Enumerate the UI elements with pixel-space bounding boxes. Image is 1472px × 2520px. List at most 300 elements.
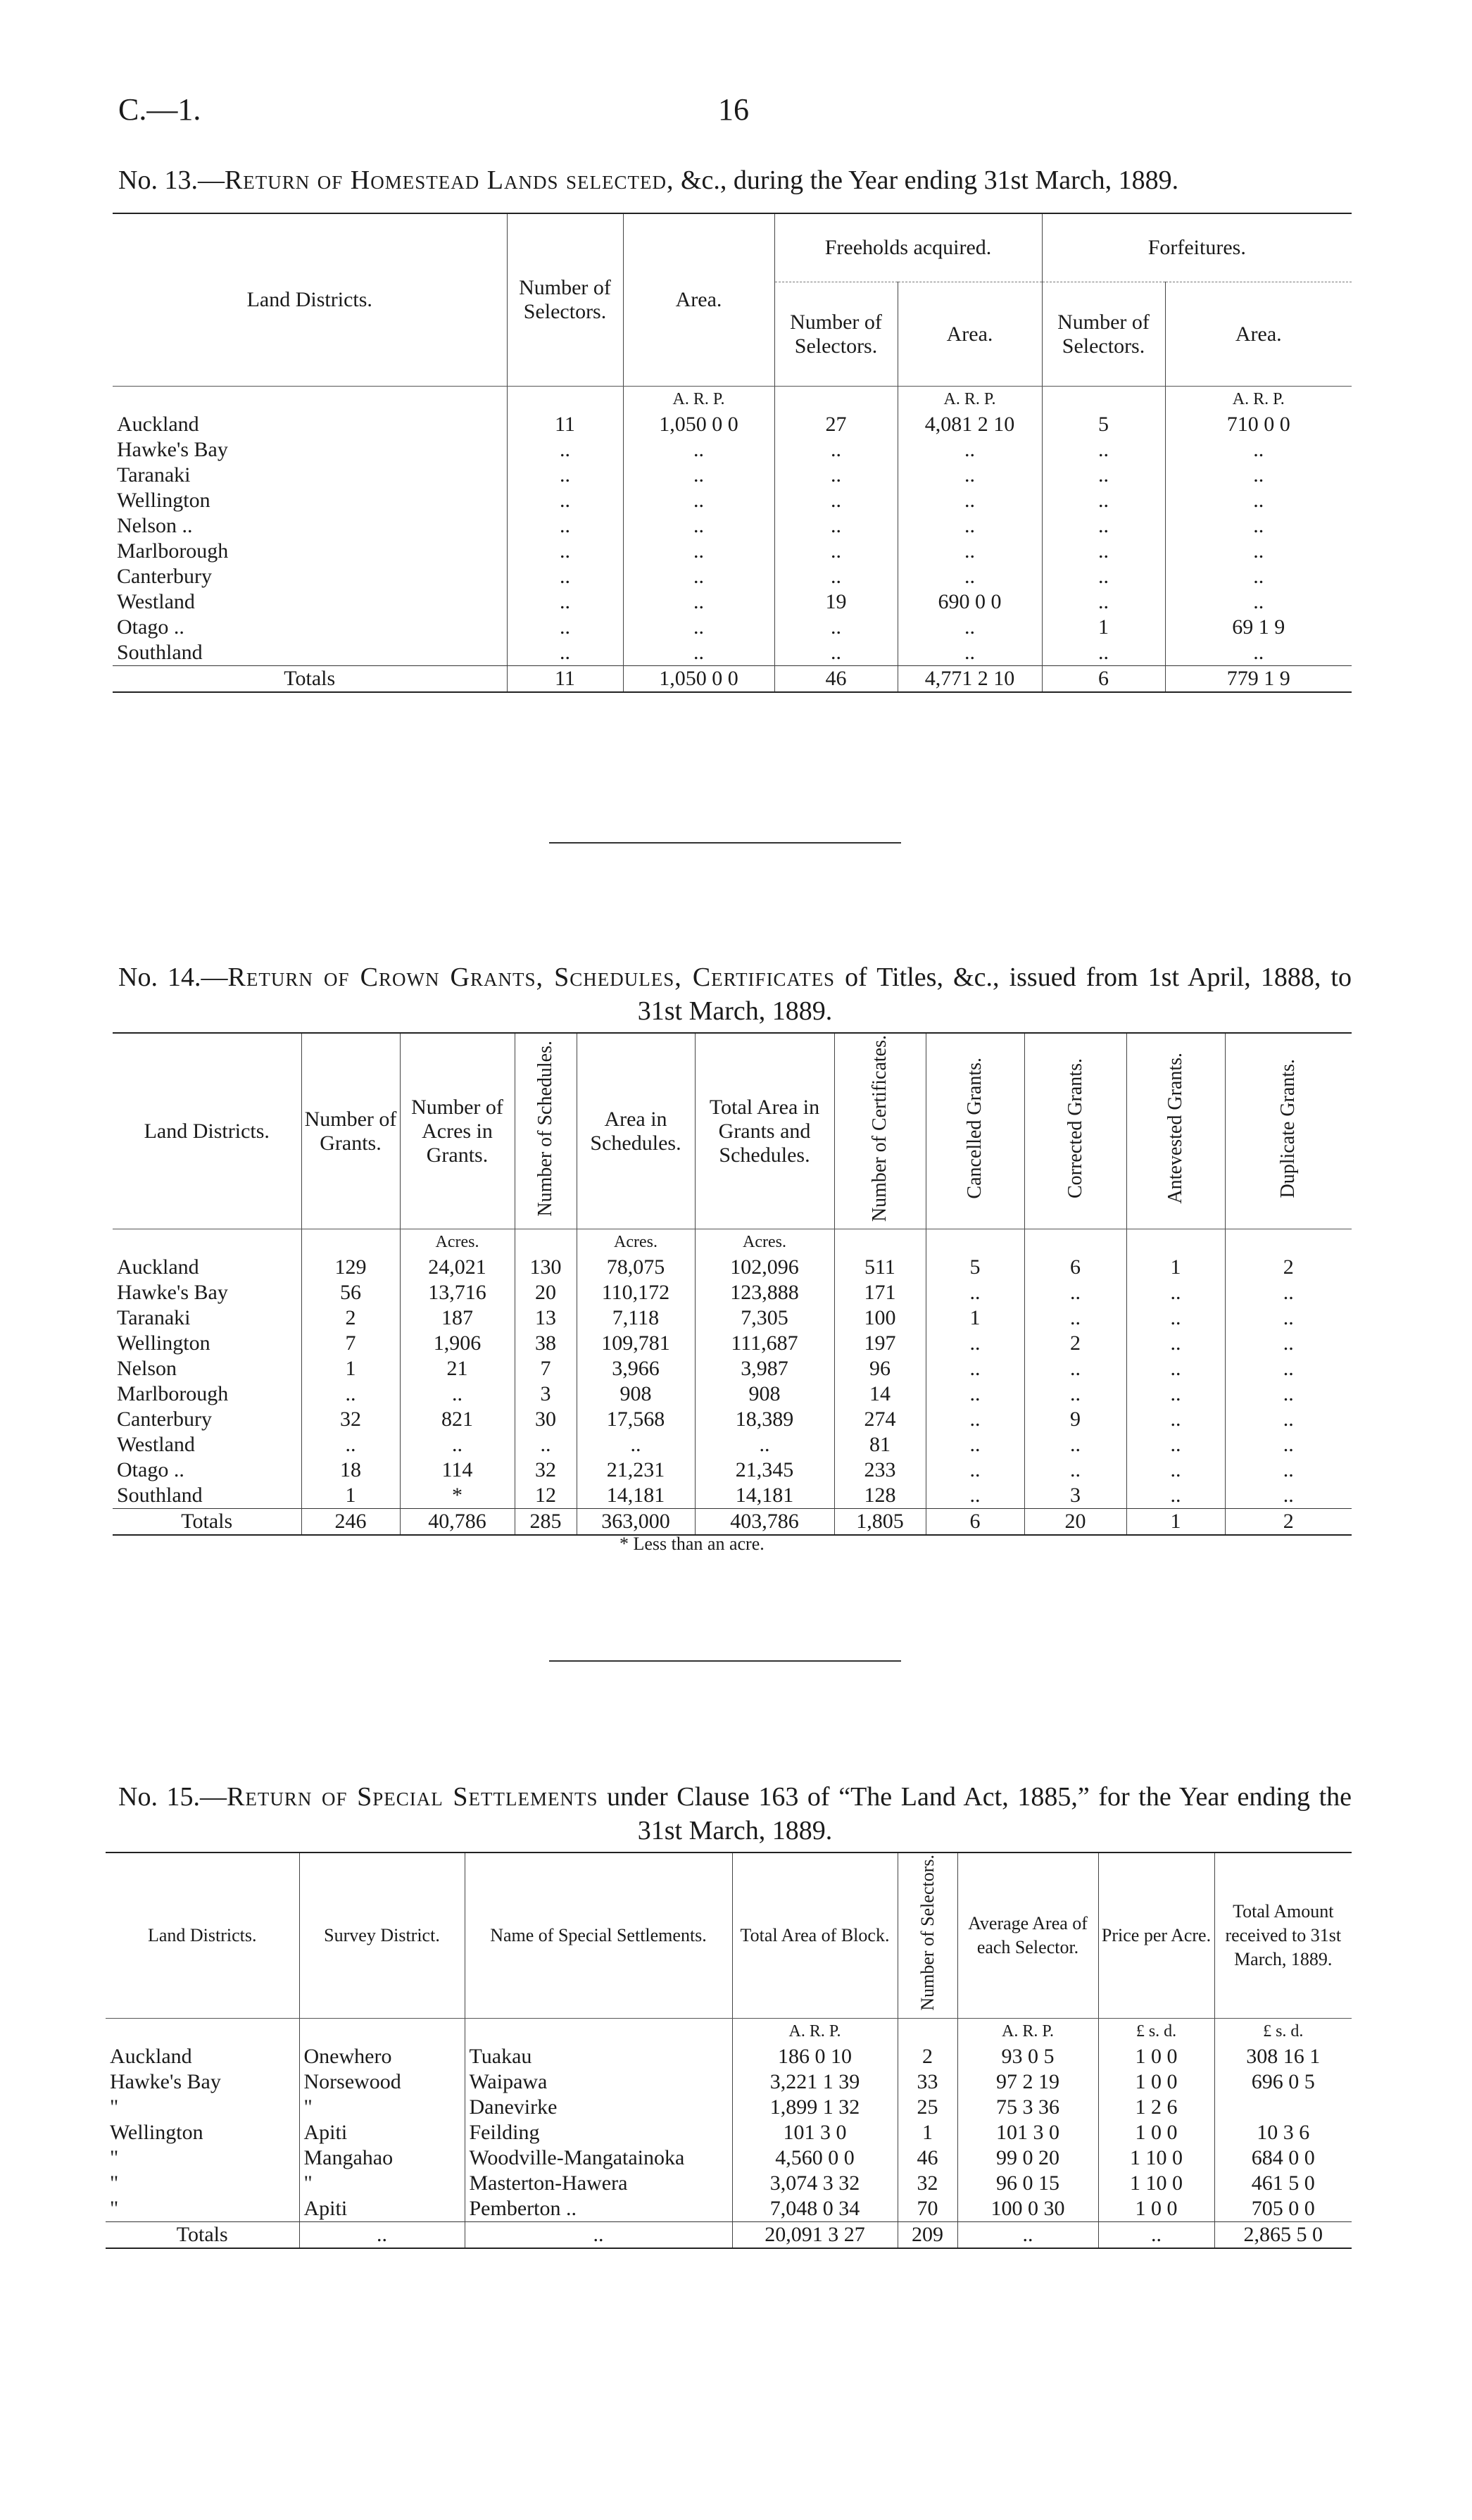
table14-cell: 1	[301, 1356, 400, 1381]
table14-cell: ..	[1225, 1458, 1352, 1483]
table13-cell: ..	[774, 615, 898, 640]
table15-cell: Woodville-Mangatainoka	[465, 2145, 732, 2171]
table14-cell: 78,075	[577, 1255, 695, 1280]
table14-cell: ..	[1024, 1356, 1126, 1381]
table13-cell: ..	[1042, 589, 1165, 615]
table14-cell: 24,021	[400, 1255, 515, 1280]
table14-district-cell-label: Hawke's Bay	[117, 1281, 228, 1305]
table14-title-rest: of Titles, &c., issued from 1st April, 1888, to 31st March, 1889.	[637, 963, 1352, 1026]
table15-district-cell: Hawke's Bay	[110, 2069, 221, 2093]
table-row	[106, 2196, 1352, 2222]
table13-cell: ..	[623, 640, 774, 666]
table13-cell: ..	[1165, 437, 1352, 463]
table14-cell: 7,305	[695, 1305, 834, 1331]
table14-district-cell-label: Wellington	[117, 1331, 210, 1355]
table13-district-cell-label: Marlborough	[117, 539, 229, 563]
table14-cell: ..	[1024, 1381, 1126, 1407]
table15-units-price: £ s. d.	[1098, 2018, 1214, 2044]
table14-head-cancelled: Cancelled Grants.	[964, 1058, 986, 1199]
table13-cell: ..	[1165, 463, 1352, 488]
table14-cell: ..	[1126, 1305, 1225, 1331]
table15-cell: 46	[898, 2145, 957, 2171]
table14-totals-row	[113, 1509, 1352, 1536]
table14-cell: ..	[1225, 1407, 1352, 1432]
table13-head-forfeitures: Forfeitures.	[1042, 213, 1352, 282]
table13-district-cell-label: Canterbury	[117, 565, 212, 588]
table13-district-cell	[113, 615, 507, 640]
table14-cell: 128	[834, 1483, 926, 1509]
table13-totals-row	[113, 666, 1352, 693]
table15-cell: 100 0 30	[957, 2196, 1098, 2222]
table14-district-cell-label: Otago ..	[117, 1458, 184, 1482]
table15-total-cell: ..	[957, 2221, 1098, 2248]
table-row	[113, 1331, 1352, 1356]
table15-title	[118, 1780, 1352, 1848]
table14-total-cell: 1,805	[834, 1509, 926, 1536]
table14-cell: 12	[515, 1483, 577, 1509]
table13-head-forfeitures-number: Number of Selectors.	[1042, 282, 1165, 387]
table13-district-cell-label: Taranaki	[117, 463, 191, 487]
table13-cell: ..	[774, 539, 898, 564]
table13-cell: ..	[623, 488, 774, 513]
table13-cell: ..	[898, 564, 1042, 589]
table15-cell: 1 0 0	[1098, 2196, 1214, 2222]
table15-cell: 1	[898, 2120, 957, 2145]
table-row	[113, 1407, 1352, 1432]
table15-cell: 1 0 0	[1098, 2069, 1214, 2095]
table13-head-selectors: Number of Selectors.	[507, 213, 623, 387]
table14-cell: 171	[834, 1280, 926, 1305]
table14-head-total-area: Total Area in Grants and Schedules.	[695, 1033, 834, 1229]
table-row	[106, 2120, 1352, 2145]
table14-district-cell	[113, 1432, 301, 1458]
table13-cell: ..	[1165, 513, 1352, 539]
table15-cell: 696 0 5	[1214, 2069, 1352, 2095]
table13-district-cell	[113, 463, 507, 488]
table14-head-land-districts: Land Districts.	[113, 1033, 301, 1229]
table13-cell: ..	[774, 437, 898, 463]
table14-district-cell	[113, 1255, 301, 1280]
table13-district-cell-label: Nelson ..	[117, 514, 193, 537]
table15-district-cell: Wellington	[110, 2120, 203, 2144]
table14-total-cell: 6	[926, 1509, 1024, 1536]
table13-cell: ..	[623, 539, 774, 564]
table14-cell: 5	[926, 1255, 1024, 1280]
table15-units-total-amount: £ s. d.	[1214, 2018, 1352, 2044]
table14-units-area-schedules: Acres.	[577, 1229, 695, 1255]
table13-cell: ..	[1042, 539, 1165, 564]
table13-cell: ..	[898, 640, 1042, 666]
table-row	[113, 1305, 1352, 1331]
table13-district-cell-label: Westland	[117, 590, 195, 613]
table14-district-cell	[113, 1458, 301, 1483]
table15-district-cell: "	[110, 2196, 119, 2220]
table13-cell: 69 1 9	[1165, 615, 1352, 640]
table15-cell: "	[299, 2171, 465, 2196]
section-divider-1	[549, 842, 901, 844]
table15-total-cell: 20,091 3 27	[732, 2221, 898, 2248]
table14-district-cell-label: Canterbury	[117, 1408, 212, 1431]
table14-cell: 3	[1024, 1483, 1126, 1509]
table14-cell: 100	[834, 1305, 926, 1331]
table15-cell: 705 0 0	[1214, 2196, 1352, 2222]
table13-cell: ..	[1042, 513, 1165, 539]
table14-head-grants: Number of Grants.	[301, 1033, 400, 1229]
table14-head-duplicate: Duplicate Grants.	[1277, 1058, 1300, 1198]
table-row	[113, 1432, 1352, 1458]
table13-head-land-districts: Land Districts.	[113, 213, 507, 387]
table15-cell: 461 5 0	[1214, 2171, 1352, 2196]
table15-district-cell: Auckland	[110, 2044, 192, 2068]
table15-cell: 93 0 5	[957, 2044, 1098, 2069]
table14-cell: ..	[1126, 1458, 1225, 1483]
table15-cell: Danevirke	[465, 2095, 732, 2120]
table13-cell: 710 0 0	[1165, 412, 1352, 437]
table15-cell: 1 10 0	[1098, 2171, 1214, 2196]
table13-title-number: No. 13.—	[118, 165, 225, 195]
table14-title-number: No. 14.—	[118, 963, 228, 992]
table14-total-cell: 20	[1024, 1509, 1126, 1536]
table13-cell: ..	[507, 437, 623, 463]
table13-head-freeholds: Freeholds acquired.	[774, 213, 1042, 282]
table14-cell: ..	[926, 1331, 1024, 1356]
table14-cell: ..	[1225, 1381, 1352, 1407]
table-row	[106, 2171, 1352, 2196]
table14-district-cell-label: Southland	[117, 1484, 203, 1507]
table14-cell: ..	[1126, 1356, 1225, 1381]
table14-cell: 13	[515, 1305, 577, 1331]
table14-cell: ..	[926, 1432, 1024, 1458]
table14-cell: ..	[577, 1432, 695, 1458]
table13-title-rest: &c., during the Year ending 31st March, 1889.	[674, 165, 1179, 195]
table14-cell: 6	[1024, 1255, 1126, 1280]
table15-cell: 99 0 20	[957, 2145, 1098, 2171]
table14-head-antevested: Antevested Grants.	[1164, 1053, 1186, 1204]
table13-head-forfeitures-area: Area.	[1165, 282, 1352, 387]
table13-district-cell-label: Hawke's Bay	[117, 438, 228, 461]
table15-totals-row	[106, 2221, 1352, 2248]
table13-cell: ..	[1165, 640, 1352, 666]
table14-district-cell	[113, 1407, 301, 1432]
table14-cell: 7	[301, 1331, 400, 1356]
table15-cell: 1 2 6	[1098, 2095, 1214, 2120]
table14-district-cell-label: Marlborough	[117, 1382, 229, 1406]
table14-district-cell-label: Westland	[117, 1433, 195, 1457]
table14-cell: ..	[1126, 1280, 1225, 1305]
table14-cell: 2	[1225, 1255, 1352, 1280]
table13-total-cell: 11	[507, 666, 623, 693]
table14-head-schedules: Number of Schedules.	[534, 1040, 556, 1217]
table14-district-cell-label: Auckland	[117, 1255, 199, 1279]
table14-total-cell: 403,786	[695, 1509, 834, 1536]
table13-cell: ..	[623, 615, 774, 640]
table15-cell: 1 10 0	[1098, 2145, 1214, 2171]
table14-cell: 274	[834, 1407, 926, 1432]
table14-cell: 908	[577, 1381, 695, 1407]
table14-total-cell: 2	[1225, 1509, 1352, 1536]
table15-title-number: No. 15.—	[118, 1782, 227, 1812]
table14-total-cell: 40,786	[400, 1509, 515, 1536]
table14-cell: ..	[926, 1407, 1024, 1432]
table13-district-cell	[113, 564, 507, 589]
table14-cell: 2	[1024, 1331, 1126, 1356]
table13-district-cell-label: Otago ..	[117, 615, 184, 639]
table15-cell: 96 0 15	[957, 2171, 1098, 2196]
table13-district-cell	[113, 513, 507, 539]
table-row	[113, 1458, 1352, 1483]
table14-cell: 233	[834, 1458, 926, 1483]
table13-district-cell	[113, 437, 507, 463]
table-row	[106, 2145, 1352, 2171]
table15-cell: 101 3 0	[957, 2120, 1098, 2145]
table13-cell: ..	[507, 463, 623, 488]
table13-body	[113, 387, 1352, 693]
table15-cell: Norsewood	[299, 2069, 465, 2095]
table14	[113, 1032, 1352, 1536]
table13-cell: ..	[1165, 539, 1352, 564]
table15-district-cell: "	[110, 2145, 119, 2169]
table14-district-cell	[113, 1305, 301, 1331]
table13-district-cell	[113, 488, 507, 513]
table15-total-cell: 209	[898, 2221, 957, 2248]
table15-cell: 4,560 0 0	[732, 2145, 898, 2171]
table-row	[113, 640, 1352, 666]
table13-cell: ..	[1165, 589, 1352, 615]
table15-cell: 3,074 3 32	[732, 2171, 898, 2196]
table15-district-cell: "	[110, 2171, 119, 2195]
table13-cell: ..	[774, 564, 898, 589]
table-row	[106, 2044, 1352, 2069]
table14-cell: 111,687	[695, 1331, 834, 1356]
table15-head-total-amount: Total Amount received to 31st March, 1889.	[1214, 1853, 1352, 2018]
table14-cell: ..	[926, 1483, 1024, 1509]
table14-cell: 1,906	[400, 1331, 515, 1356]
table14-cell: 114	[400, 1458, 515, 1483]
table14-cell: ..	[1225, 1432, 1352, 1458]
table15-district-cell: "	[110, 2095, 119, 2119]
table14-cell: ..	[1126, 1407, 1225, 1432]
table13-cell: ..	[507, 640, 623, 666]
table15-cell: 101 3 0	[732, 2120, 898, 2145]
table14-cell: ..	[1225, 1483, 1352, 1509]
table14-cell: 821	[400, 1407, 515, 1432]
table14-cell: 21,231	[577, 1458, 695, 1483]
table14-cell: 30	[515, 1407, 577, 1432]
table15-cell: 70	[898, 2196, 957, 2222]
table15-cell: 33	[898, 2069, 957, 2095]
table13-cell: 1,050 0 0	[623, 412, 774, 437]
table-row	[113, 513, 1352, 539]
table-row	[113, 437, 1352, 463]
table13	[113, 213, 1352, 693]
table14-district-cell	[113, 1356, 301, 1381]
table13-district-cell-label: Wellington	[117, 489, 210, 512]
table15-cell: Pemberton ..	[465, 2196, 732, 2222]
table14-footnote: * Less than an acre.	[619, 1534, 765, 1554]
table13-cell: ..	[898, 463, 1042, 488]
table-row	[113, 589, 1352, 615]
table-row	[113, 1280, 1352, 1305]
table15-total-cell: ..	[1098, 2221, 1214, 2248]
table14-cell: 1	[1126, 1255, 1225, 1280]
table15-cell: 97 2 19	[957, 2069, 1098, 2095]
table13-cell: ..	[623, 463, 774, 488]
table14-cell: 7,118	[577, 1305, 695, 1331]
table-row	[113, 539, 1352, 564]
table14-district-cell	[113, 1280, 301, 1305]
table15-cell: Onewhero	[299, 2044, 465, 2069]
table14-cell: 21	[400, 1356, 515, 1381]
table14-cell: 110,172	[577, 1280, 695, 1305]
table14-title-caps: Return of Crown Grants, Schedules, Certificates	[227, 963, 836, 992]
table14-cell: 102,096	[695, 1255, 834, 1280]
table14-cell: ..	[1024, 1432, 1126, 1458]
table13-district-cell-label: Auckland	[117, 413, 199, 436]
table13-cell: ..	[774, 513, 898, 539]
table14-cell: *	[400, 1483, 515, 1509]
table14-cell: 18	[301, 1458, 400, 1483]
table14-cell: 38	[515, 1331, 577, 1356]
table14-cell: 13,716	[400, 1280, 515, 1305]
table14-district-cell-label: Taranaki	[117, 1306, 191, 1330]
table14-cell: 511	[834, 1255, 926, 1280]
table14-cell: ..	[1024, 1458, 1126, 1483]
table14-cell: 187	[400, 1305, 515, 1331]
page-reference: C.—1.	[118, 92, 201, 127]
table14-cell: ..	[1225, 1305, 1352, 1331]
table15-units-average-area: A. R. P.	[957, 2018, 1098, 2044]
table14-total-cell: 285	[515, 1509, 577, 1536]
table14-cell: 96	[834, 1356, 926, 1381]
table13-title	[118, 163, 1352, 197]
table15-cell: Apiti	[299, 2120, 465, 2145]
table14-cell: ..	[926, 1356, 1024, 1381]
table13-total-cell: 6	[1042, 666, 1165, 693]
table15-cell	[1214, 2095, 1352, 2120]
table14-total-cell: 246	[301, 1509, 400, 1536]
table15-cell: 684 0 0	[1214, 2145, 1352, 2171]
table14-cell: 9	[1024, 1407, 1126, 1432]
table14-cell: 14,181	[577, 1483, 695, 1509]
table13-head-freeholds-number: Number of Selectors.	[774, 282, 898, 387]
table15-cell: 1,899 1 32	[732, 2095, 898, 2120]
table14-cell: ..	[1225, 1331, 1352, 1356]
table14-district-cell-label: Nelson	[117, 1357, 177, 1381]
table15-cell: Waipawa	[465, 2069, 732, 2095]
table13-cell: ..	[774, 488, 898, 513]
table13-cell: 5	[1042, 412, 1165, 437]
table14-total-cell: 363,000	[577, 1509, 695, 1536]
table14-district-cell	[113, 1483, 301, 1509]
table13-total-cell: 46	[774, 666, 898, 693]
table13-title-caps: Return of Homestead Lands selected,	[224, 165, 674, 195]
table13-cell: ..	[1165, 564, 1352, 589]
table14-cell: ..	[301, 1432, 400, 1458]
table14-cell: 908	[695, 1381, 834, 1407]
table14-district-cell	[113, 1381, 301, 1407]
table14-cell: 14,181	[695, 1483, 834, 1509]
table14-cell: ..	[301, 1381, 400, 1407]
table15-total-cell: 2,865 5 0	[1214, 2221, 1352, 2248]
table13-cell: ..	[1042, 640, 1165, 666]
table-row	[106, 2069, 1352, 2095]
table-row	[113, 488, 1352, 513]
table14-cell: ..	[1225, 1280, 1352, 1305]
table14-cell: 56	[301, 1280, 400, 1305]
table14-cell: 3,987	[695, 1356, 834, 1381]
table14-cell: 32	[301, 1407, 400, 1432]
table13-head-freeholds-area: Area.	[898, 282, 1042, 387]
table13-cell: 11	[507, 412, 623, 437]
table13-cell: ..	[774, 640, 898, 666]
table15-cell: Mangahao	[299, 2145, 465, 2171]
table15-totals-label: Totals	[106, 2221, 299, 2248]
table15-head-average-area: Average Area of each Selector.	[957, 1853, 1098, 2018]
table14-cell: ..	[926, 1381, 1024, 1407]
table14-cell: 1	[301, 1483, 400, 1509]
table13-cell: ..	[623, 564, 774, 589]
table13-cell: 1	[1042, 615, 1165, 640]
table14-cell: 3	[515, 1381, 577, 1407]
table13-cell: ..	[898, 539, 1042, 564]
table14-cell: ..	[400, 1432, 515, 1458]
table-row	[113, 1483, 1352, 1509]
table13-units-freeholds-area: A. R. P.	[898, 387, 1042, 413]
table15-cell: 75 3 36	[957, 2095, 1098, 2120]
page-number: 16	[718, 92, 749, 127]
table14-cell: 21,345	[695, 1458, 834, 1483]
table15-cell: 10 3 6	[1214, 2120, 1352, 2145]
table13-cell: ..	[623, 513, 774, 539]
table13-cell: 4,081 2 10	[898, 412, 1042, 437]
table14-cell: ..	[1225, 1356, 1352, 1381]
table14-district-cell	[113, 1331, 301, 1356]
table13-district-cell	[113, 640, 507, 666]
table14-cell: ..	[1126, 1432, 1225, 1458]
table15-title-caps: Return of Special Settlements	[227, 1782, 598, 1812]
table13-total-cell: 779 1 9	[1165, 666, 1352, 693]
table14-cell: ..	[1024, 1305, 1126, 1331]
table14-units-acres: Acres.	[400, 1229, 515, 1255]
table13-cell: ..	[623, 437, 774, 463]
table13-totals-label: Totals	[113, 666, 507, 693]
table15-head-total-area: Total Area of Block.	[732, 1853, 898, 2018]
table13-units-area: A. R. P.	[623, 387, 774, 413]
table14-cell: 81	[834, 1432, 926, 1458]
table14-cell: 1	[926, 1305, 1024, 1331]
table14-head-certificates: Number of Certificates.	[869, 1035, 891, 1222]
table14-head-acres: Number of Acres in Grants.	[400, 1033, 515, 1229]
table13-cell: 19	[774, 589, 898, 615]
table13-cell: ..	[507, 589, 623, 615]
table-row	[113, 463, 1352, 488]
table15-title-rest: under Clause 163 of “The Land Act, 1885,” for the Year ending the 31st March, 1889.	[598, 1782, 1352, 1845]
table15-head-price: Price per Acre.	[1098, 1853, 1214, 2018]
table-row	[113, 615, 1352, 640]
table13-cell: ..	[507, 513, 623, 539]
table14-cell: 129	[301, 1255, 400, 1280]
table14-cell: 123,888	[695, 1280, 834, 1305]
table14-cell: ..	[926, 1280, 1024, 1305]
table13-cell: ..	[623, 589, 774, 615]
table13-district-cell	[113, 539, 507, 564]
table14-cell: 130	[515, 1255, 577, 1280]
table15	[106, 1852, 1352, 2249]
table13-district-cell-label: Southland	[117, 641, 203, 664]
table15-cell: 1 0 0	[1098, 2120, 1214, 2145]
table13-cell: ..	[1042, 488, 1165, 513]
table13-units-forfeitures-area: A. R. P.	[1165, 387, 1352, 413]
